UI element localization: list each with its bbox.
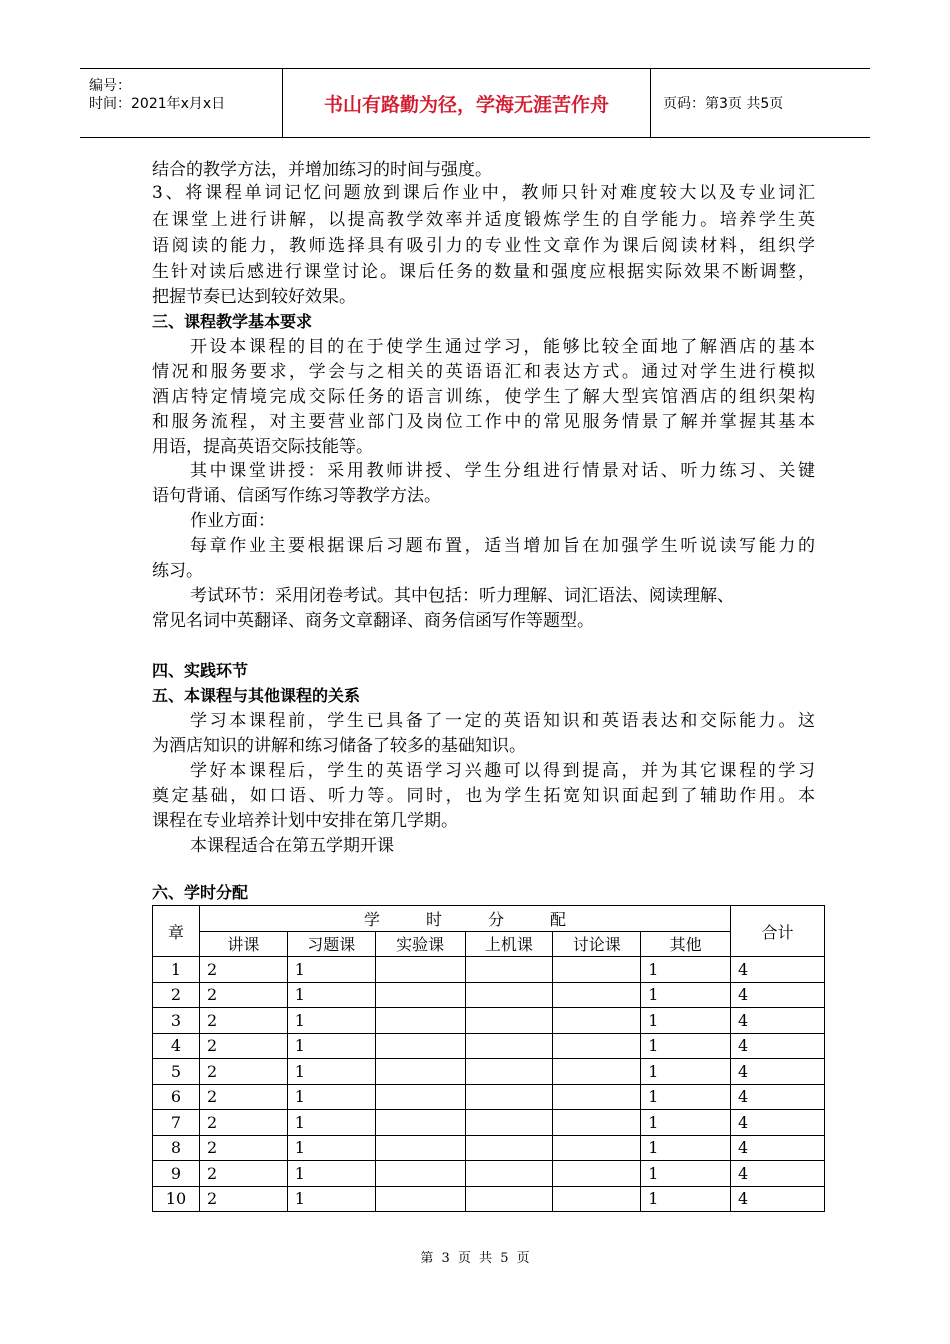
text-line: 语句背诵、信函写作练习等教学方法。 xyxy=(152,486,441,506)
chapter-cell: 6 xyxy=(153,1084,200,1110)
subheader-cell: 实验课 xyxy=(375,931,465,957)
table-cell xyxy=(375,1033,465,1059)
table-cell: 4 xyxy=(731,957,825,983)
section-heading-6: 六、学时分配 xyxy=(152,883,249,902)
table-cell: 1 xyxy=(641,1059,731,1085)
table-cell: 1 xyxy=(287,1084,375,1110)
text-line: 开设本课程的目的在于使学生通过学习，能够比较全面地了解酒店的基本 xyxy=(190,337,815,357)
table-cell xyxy=(465,1008,553,1034)
table-row xyxy=(153,1186,825,1212)
table-cell: 1 xyxy=(287,957,375,983)
section-heading-4: 四、实践环节 xyxy=(152,661,249,680)
table-row xyxy=(153,982,825,1008)
table-row xyxy=(153,957,825,983)
table-row xyxy=(153,1110,825,1136)
text-line: 把握节奏已达到较好效果。 xyxy=(152,287,356,307)
table-cell xyxy=(375,1135,465,1161)
header-total: 合计 xyxy=(731,906,825,957)
table-cell: 1 xyxy=(641,1110,731,1136)
table-cell: 2 xyxy=(199,1135,287,1161)
table-cell xyxy=(375,1059,465,1085)
text-line: 奠定基础，如口语、听力等。同时，也为学生拓宽知识面起到了辅助作用。本 xyxy=(152,786,815,806)
table-cell: 1 xyxy=(641,1084,731,1110)
table-cell xyxy=(375,1008,465,1034)
subheader-cell: 上机课 xyxy=(465,931,553,957)
table-cell xyxy=(465,1084,553,1110)
text-line: 常见名词中英翻译、商务文章翻译、商务信函写作等题型。 xyxy=(152,611,594,631)
table-cell: 2 xyxy=(199,1059,287,1085)
table-cell xyxy=(553,982,641,1008)
table-cell xyxy=(375,1161,465,1187)
chapter-cell: 3 xyxy=(153,1008,200,1034)
table-cell: 2 xyxy=(199,982,287,1008)
header-motto: 书山有路勤为径，学海无涯苦作舟 xyxy=(283,69,651,137)
table-cell: 1 xyxy=(287,1008,375,1034)
date-label: 时间：2021年x月x日 xyxy=(89,96,226,112)
table-cell xyxy=(553,1008,641,1034)
table-cell: 1 xyxy=(287,1161,375,1187)
table-cell xyxy=(465,1033,553,1059)
subheader-cell: 讲课 xyxy=(199,931,287,957)
text-line: 作业方面： xyxy=(190,511,275,531)
table-cell xyxy=(375,957,465,983)
table-cell xyxy=(465,1186,553,1212)
chapter-cell: 5 xyxy=(153,1059,200,1085)
table-cell: 4 xyxy=(731,982,825,1008)
table-cell: 1 xyxy=(641,1008,731,1034)
text-line: 本课程适合在第五学期开课 xyxy=(190,836,394,856)
number-label: 编号： xyxy=(89,78,131,94)
table-cell: 1 xyxy=(287,1135,375,1161)
table-cell xyxy=(465,1135,553,1161)
table-cell: 1 xyxy=(287,1059,375,1085)
table-cell xyxy=(553,1084,641,1110)
table-cell: 2 xyxy=(199,1084,287,1110)
subheader-cell: 讨论课 xyxy=(553,931,641,957)
table-row xyxy=(153,1084,825,1110)
table-cell: 4 xyxy=(731,1110,825,1136)
table-cell xyxy=(553,1110,641,1136)
text-line: 在课堂上进行讲解，以提高教学效率并适度锻炼学生的自学能力。培养学生英 xyxy=(152,210,815,230)
table-cell: 2 xyxy=(199,1161,287,1187)
table-cell: 1 xyxy=(641,982,731,1008)
table-cell xyxy=(553,1135,641,1161)
header-chapter: 章 xyxy=(153,906,200,957)
subheader-cell: 习题课 xyxy=(287,931,375,957)
text-line: 考试环节：采用闭卷考试。其中包括：听力理解、词汇语法、阅读理解、 xyxy=(190,586,734,606)
table-cell: 4 xyxy=(731,1186,825,1212)
table-cell: 2 xyxy=(199,1186,287,1212)
text-line: 学好本课程后，学生的英语学习兴趣可以得到提高，并为其它课程的学习 xyxy=(190,761,815,781)
table-cell: 1 xyxy=(641,957,731,983)
text-line: 情况和服务要求，学会与之相关的英语语汇和表达方式。通过对学生进行模拟 xyxy=(152,362,815,382)
table-cell: 1 xyxy=(641,1033,731,1059)
table-cell: 1 xyxy=(641,1161,731,1187)
table-cell xyxy=(375,1110,465,1136)
table-row xyxy=(153,1161,825,1187)
section-heading-5: 五、本课程与其他课程的关系 xyxy=(152,686,361,705)
table-row xyxy=(153,1033,825,1059)
table-cell xyxy=(553,1033,641,1059)
table-cell: 1 xyxy=(287,1186,375,1212)
table-cell xyxy=(465,957,553,983)
table-row xyxy=(153,1008,825,1034)
table-cell: 4 xyxy=(731,1135,825,1161)
chapter-cell: 4 xyxy=(153,1033,200,1059)
text-line: 练习。 xyxy=(152,561,203,581)
table-cell: 2 xyxy=(199,957,287,983)
chapter-cell: 8 xyxy=(153,1135,200,1161)
table-cell: 1 xyxy=(287,1033,375,1059)
chapter-cell: 7 xyxy=(153,1110,200,1136)
text-line: 和服务流程，对主要营业部门及岗位工作中的常见服务情景了解并掌握其基本 xyxy=(152,412,815,432)
table-cell: 2 xyxy=(199,1008,287,1034)
table-header-row xyxy=(153,906,825,932)
header-page-label: 页码：第3页 共5页 xyxy=(663,96,784,112)
text-line: 酒店特定情境完成交际任务的语言训练，使学生了解大型宾馆酒店的组织架构 xyxy=(152,387,815,407)
text-line: 学习本课程前，学生已具备了一定的英语知识和英语表达和交际能力。这 xyxy=(190,711,815,731)
table-cell: 1 xyxy=(641,1186,731,1212)
table-cell xyxy=(553,1161,641,1187)
hours-allocation-table xyxy=(152,905,825,1212)
chapter-cell: 1 xyxy=(153,957,200,983)
table-row xyxy=(153,1059,825,1085)
text-line: 结合的教学方法，并增加练习的时间与强度。 xyxy=(152,160,492,180)
header-group: 学时分配 xyxy=(199,906,730,932)
table-cell: 4 xyxy=(731,1008,825,1034)
table-cell xyxy=(465,1161,553,1187)
table-cell xyxy=(375,982,465,1008)
table-cell xyxy=(465,1110,553,1136)
table-cell: 1 xyxy=(287,1110,375,1136)
table-cell: 4 xyxy=(731,1084,825,1110)
section-heading-3: 三、课程教学基本要求 xyxy=(152,312,313,331)
chapter-cell: 2 xyxy=(153,982,200,1008)
text-line: 为酒店知识的讲解和练习储备了较多的基础知识。 xyxy=(152,736,526,756)
table-cell xyxy=(465,1059,553,1085)
header-meta xyxy=(80,69,283,137)
table-cell: 2 xyxy=(199,1110,287,1136)
chapter-cell: 10 xyxy=(153,1186,200,1212)
subheader-cell: 其他 xyxy=(641,931,731,957)
table-cell: 2 xyxy=(199,1033,287,1059)
table-cell xyxy=(465,982,553,1008)
page-footer: 第 3 页 共 5 页 xyxy=(420,1251,530,1266)
text-line: 用语，提高英语交际技能等。 xyxy=(152,437,373,457)
table-subheader-row xyxy=(153,931,825,957)
table-cell: 4 xyxy=(731,1059,825,1085)
table-cell xyxy=(553,1059,641,1085)
table-cell: 1 xyxy=(287,982,375,1008)
table-cell xyxy=(375,1186,465,1212)
table-cell: 4 xyxy=(731,1033,825,1059)
table-row xyxy=(153,1135,825,1161)
text-line: 每章作业主要根据课后习题布置，适当增加旨在加强学生听说读写能力的 xyxy=(190,536,815,556)
page-header xyxy=(80,68,870,138)
table-cell xyxy=(553,957,641,983)
text-line: 生针对读后感进行课堂讨论。课后任务的数量和强度应根据实际效果不断调整， xyxy=(152,262,815,282)
chapter-cell: 9 xyxy=(153,1161,200,1187)
text-line: 课程在专业培养计划中安排在第几学期。 xyxy=(152,811,458,831)
text-line: 其中课堂讲授：采用教师讲授、学生分组进行情景对话、听力练习、关键 xyxy=(190,461,815,481)
table-cell xyxy=(553,1186,641,1212)
table-cell xyxy=(375,1084,465,1110)
table-cell: 1 xyxy=(641,1135,731,1161)
text-line: 3、将课程单词记忆问题放到课后作业中，教师只针对难度较大以及专业词汇 xyxy=(152,183,815,203)
text-line: 语阅读的能力，教师选择具有吸引力的专业性文章作为课后阅读材料，组织学 xyxy=(152,236,815,256)
table-cell: 4 xyxy=(731,1161,825,1187)
